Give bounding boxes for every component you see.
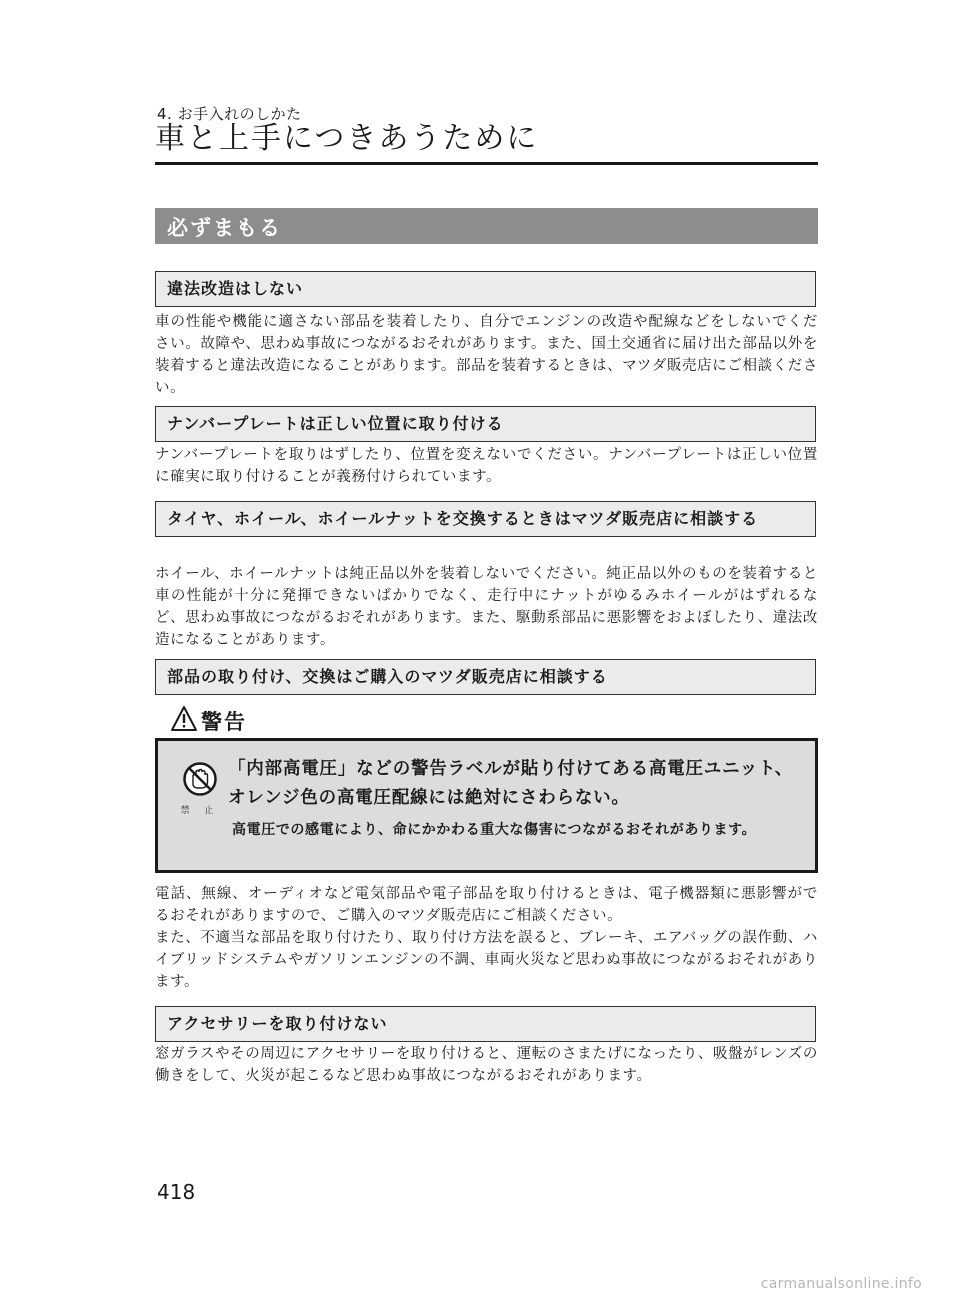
prohibition-label: 禁 止 — [180, 806, 220, 816]
section-body-tire-wheel: ホイール、ホイールナットは純正品以外を装着しないでください。純正品以外のものを装着すると車の性能が十分に発揮できないばかりでなく、走行中にナットがゆるみホイールがはずれるなど、思わぬ事故につながるおそれがあります。また、駆動系部品に悪影響をおよぼしたり、違法改造になることがあります。 — [155, 566, 818, 648]
section-body-illegal-modification: 車の性能や機能に適さない部品を装着したり、自分でエンジンの改造や配線などをしないでください。故障や、思わぬ事故につながるおそれがあります。また、国土交通省に届け出た部品以外を装着すると違法改造になることがあります。部品を装着するときは、マツダ販売店にご相談ください。 — [155, 314, 818, 396]
page-title: 車と上手につきあうために — [155, 121, 539, 156]
section-heading-parts-installation: 部品の取り付け、交換はご購入のマツダ販売店に相談する — [155, 659, 816, 695]
warning-triangle-icon — [170, 705, 198, 732]
section-heading-license-plate: ナンバープレートは正しい位置に取り付ける — [155, 406, 816, 442]
page-number: 418 — [157, 1180, 196, 1204]
no-touch-hand-icon — [182, 761, 218, 797]
section-heading-accessories: アクセサリーを取り付けない — [155, 1006, 816, 1042]
watermark: carmanualsonline.info — [760, 1276, 922, 1292]
title-divider — [155, 162, 818, 165]
warning-lead-text: 「内部高電圧」などの警告ラベルが貼り付けてある高電圧ユニット、オレンジ色の高電圧配線には絶対にさわらない。 — [228, 759, 794, 808]
section-band — [155, 208, 818, 244]
section-body-license-plate: ナンバープレートを取りはずしたり、位置を変えないでください。ナンバープレートは正しい位置に確実に取り付けることが義務付けられています。 — [155, 447, 818, 485]
warning-label: 警告 — [201, 710, 247, 734]
section-band-label: 必ずまもる — [167, 216, 282, 240]
section-body-accessories: 窓ガラスやその周辺にアクセサリーを取り付けると、運転のさまたげになったり、吸盤がレンズの働きをして、火災が起こるなど思わぬ事故につながるおそれがあります。 — [155, 1046, 818, 1084]
warning-box — [155, 738, 818, 873]
chapter-label: 4. お手入れのしかた — [157, 105, 302, 123]
section-heading-illegal-modification: 違法改造はしない — [155, 271, 816, 307]
section-heading-tire-wheel: タイヤ、ホイール、ホイールナットを交換するときはマツダ販売店に相談する — [155, 501, 816, 537]
prohibition-badge — [180, 761, 220, 816]
section-body-parts-installation: 電話、無線、オーディオなど電気部品や電子部品を取り付けるときは、電子機器類に悪影響がでるおそれがありますので、ご購入のマツダ販売店にご相談ください。 また、不適当な部品を取り付けたり、取り付け方法を誤ると、ブレーキ、エアバッグの誤作動、ハイブリッドシステムやガソリンエンジンの不調、車両火災など思わぬ事故につながるおそれがあります。 — [155, 886, 818, 990]
warning-detail-text: 高電圧での感電により、命にかかわる重大な傷害につながるおそれがあります。 — [232, 822, 757, 838]
